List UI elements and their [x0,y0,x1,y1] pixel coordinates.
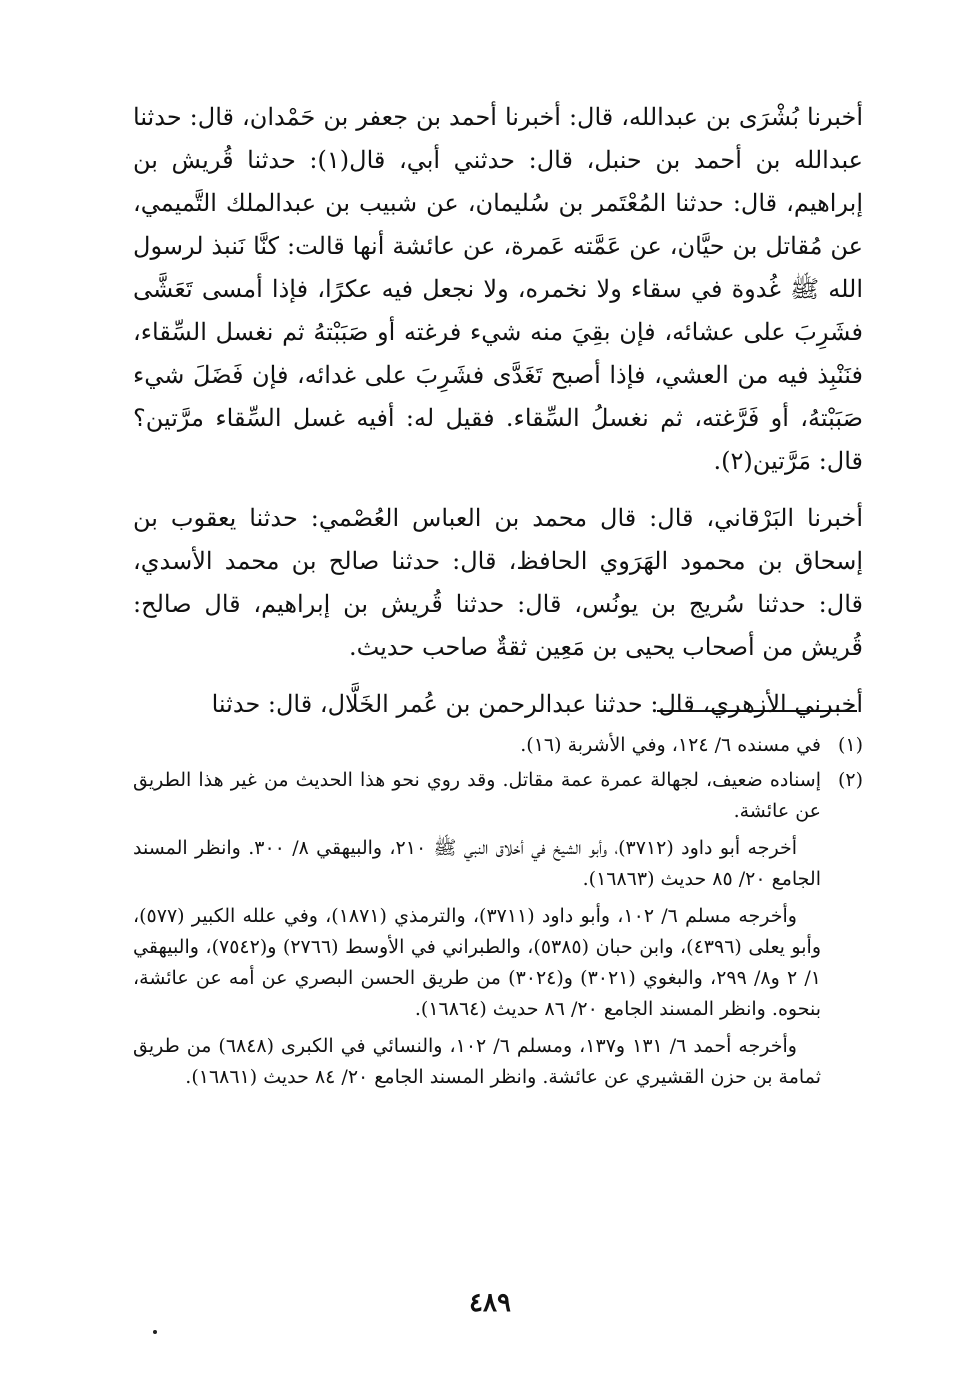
footnote-subparagraph: أخرجه أبو داود (٣٧١٢)، وأبو الشيخ في أخلاق النبي ﷺ ٢١٠، والبيهقي ٨/ ٣٠٠. وانظر المسند الجامع ٢٠/ ٨٥ حديث (١٦٨٦٣). [133,837,821,890]
footnote-subparagraph: وأخرجه مسلم ٦/ ١٠٢، وأبو داود (٣٧١١)، والترمذي (١٨٧١)، وفي علله الكبير (٥٧٧)، وأبو يعلى (٤٣٩٦)، وابن حبان (٥٣٨٥)، والطبراني في الأوسط (٢٧٦٦) و(٧٥٤٢)، والبيهقي ١/ ٢ و٨/ ٢٩٩، والبغوي (٣٠٢١) و(٣٠٢٤) من طريق الحسن البصري عن أمه عن عائشة، بنحوه. وانظر المسند الجامع ٢٠/ ٨٦ حديث (١٦٨٦٤). [133,905,821,1020]
footnote-separator [657,710,857,712]
paragraph-1: أخبرنا بُشْرَى بن عبدالله، قال: أخبرنا أحمد بن جعفر بن حَمْدان، قال: حدثنا عبدالله بن أحمد بن حنبل، قال: حدثني أبي، قال(١): حدثنا قُريش بن إبراهيم، قال: حدثنا المُعْتَمر بن سُليمان، عن شبيب بن عبدالملك التَّميمي، عن مُقاتل بن حيَّان، عن عَمَّته عَمرة، عن عائشة أنها قالت: كنَّا نَنبذ لرسول الله ﷺ غُدوة في سقاء ولا نخمره، ولا نجعل فيه عكرًا، فإذا أمسى تَعَشَّى فشَرِبَ على عشائه، فإن بقِيَ منه شيء فرغته أو صَبَبْتهُ ثم نغسل السِّقاء، فنَنْبِذ فيه من العشي، فإذا أصبح تَغَدَّى فشَرِبَ على غدائه، فإن فَضَلَ شيء صَبَبْتهُ، أو فَرَّغته، ثم نغسلُ السِّقاء. فقيل له: أفيه غسل السِّقاء مرَّتين؟ قال: مَرَّتين(٢). [133,103,864,475]
scan-speck [153,1330,157,1334]
footnote-1 [133,730,863,761]
page-number: ٤٨٩ [469,1288,511,1318]
main-text [133,96,863,726]
footnote-body [133,765,821,1093]
footnote-body [133,730,821,761]
paragraph-3: أخبرني الأزهري، قال: حدثنا عبدالرحمن بن عُمر الخَلَّال، قال: حدثنا [211,690,863,718]
footnote-number: (١) [837,734,863,756]
footnote-text: في مسنده ٦/ ١٢٤، وفي الأشربة (١٦). [520,734,821,756]
footnote-number: (٢) [837,769,863,791]
footnotes [133,730,863,1097]
footnote-subparagraph: وأخرجه أحمد ٦/ ١٣١ و١٣٧، ومسلم ٦/ ١٠٢، والنسائي في الكبرى (٦٨٤٨) من طريق ثمامة بن حزن القشيري عن عائشة. وانظر المسند الجامع ٢٠/ ٨٤ حديث (١٦٨٦١). [133,1035,821,1088]
paragraph-2: أخبرنا البَرْقاني، قال: قال محمد بن العباس العُصْمي: حدثنا يعقوب بن إسحاق بن محمود الهَرَوي الحافظ، قال: حدثنا صالح بن محمد الأسدي، قال: حدثنا سُريج بن يونُس، قال: حدثنا قُريش بن إبراهيم، قال صالح: قُريش من أصحاب يحيى بن مَعِين ثقةٌ صاحب حديث. [133,504,864,661]
footnote-text: إسناده ضعيف، لجهالة عمرة عمة مقاتل. وقد روي نحو هذا الحديث من غير هذا الطريق عن عائشة. [133,769,821,822]
footnote-2 [133,765,863,1093]
